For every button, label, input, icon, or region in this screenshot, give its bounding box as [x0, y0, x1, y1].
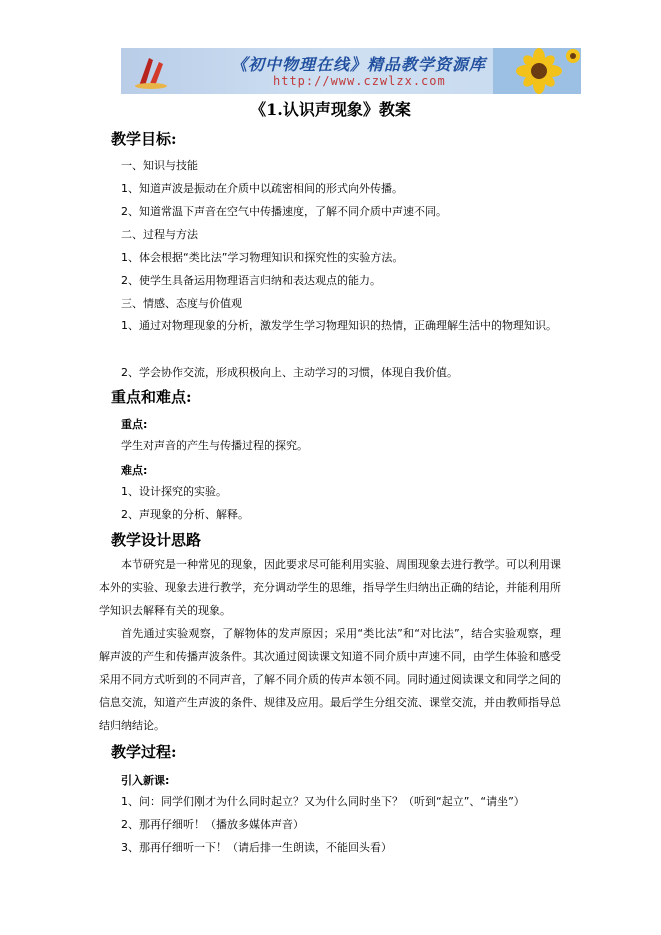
banner-title: 《初中物理在线》精品教学资源库: [231, 55, 487, 74]
site-logo-icon: [133, 52, 169, 90]
section-heading-process: 教学过程:: [111, 743, 177, 761]
design-paragraph: 本节研究是一种常见的现象，因此要求尽可能利用实验、周围现象去进行教学。可以利用课本外的实验、现象去进行教学，充分调动学生的思维，指导学生归纳出正确的结论，并能利用所学知识去解释有关的现象。: [99, 558, 561, 617]
objective-line: 1、知道声波是振动在介质中以疏密相间的形式向外传播。: [121, 182, 403, 195]
objective-line: 2、学会协作交流，形成积极向上、主动学习的习惯，体现自我价值。: [121, 366, 458, 379]
objective-line: 1、通过对物理现象的分析，激发学生学习物理知识的热情，正确理解生活中的物理知识。: [121, 319, 557, 332]
objective-line: 1、体会根据“类比法”学习物理知识和探究性的实验方法。: [121, 251, 404, 264]
process-step: 3、那再仔细听一下！（请后排一生朗读，不能回头看）: [121, 841, 392, 854]
sunflower-image: [493, 48, 581, 94]
objective-line: 二、过程与方法: [121, 228, 198, 241]
design-paragraph: 首先通过实验观察，了解物体的发声原因；采用“类比法”和“对比法”，结合实验观察，理解声波的产生和传播声波条件。其次通过阅读课文知道不同介质中声速不同，由学生体验和感受采用不同方式听到的不同声音，了解不同介质的传声本领不同。同时通过阅读课文和同学之间的信息交流，知道产生声波的条件、规律及应用。最后学生分组交流、课堂交流，并由教师指导总结归纳结论。: [99, 627, 561, 732]
document-title: 《1.认识声现象》教案: [250, 100, 411, 119]
section-heading-key-points: 重点和难点:: [111, 388, 192, 406]
section-heading-objectives: 教学目标:: [111, 130, 177, 148]
process-step: 1、问：同学们刚才为什么同时起立？又为什么同时坐下？（听到“起立”、“请坐”）: [121, 795, 525, 808]
header-banner: [121, 48, 581, 94]
section-heading-design: 教学设计思路: [111, 531, 202, 549]
difficulty-item: 2、声现象的分析、解释。: [121, 508, 249, 521]
key-point-label: 重点:: [121, 418, 148, 431]
objective-line: 2、知道常温下声音在空气中传播速度，了解不同介质中声速不同。: [121, 205, 447, 218]
difficulty-item: 1、设计探究的实验。: [121, 485, 227, 498]
objective-line: 三、情感、态度与价值观: [121, 297, 242, 310]
objective-line: 2、使学生具备运用物理语言归纳和表达观点的能力。: [121, 274, 381, 287]
difficulty-label: 难点:: [121, 464, 148, 477]
banner-url: http://www.czwlzx.com: [273, 74, 446, 88]
key-point-text: 学生对声音的产生与传播过程的探究。: [121, 439, 308, 452]
objective-line: 一、知识与技能: [121, 159, 198, 172]
intro-label: 引入新课:: [121, 774, 170, 787]
process-step: 2、那再仔细听！（播放多媒体声音）: [121, 818, 304, 831]
